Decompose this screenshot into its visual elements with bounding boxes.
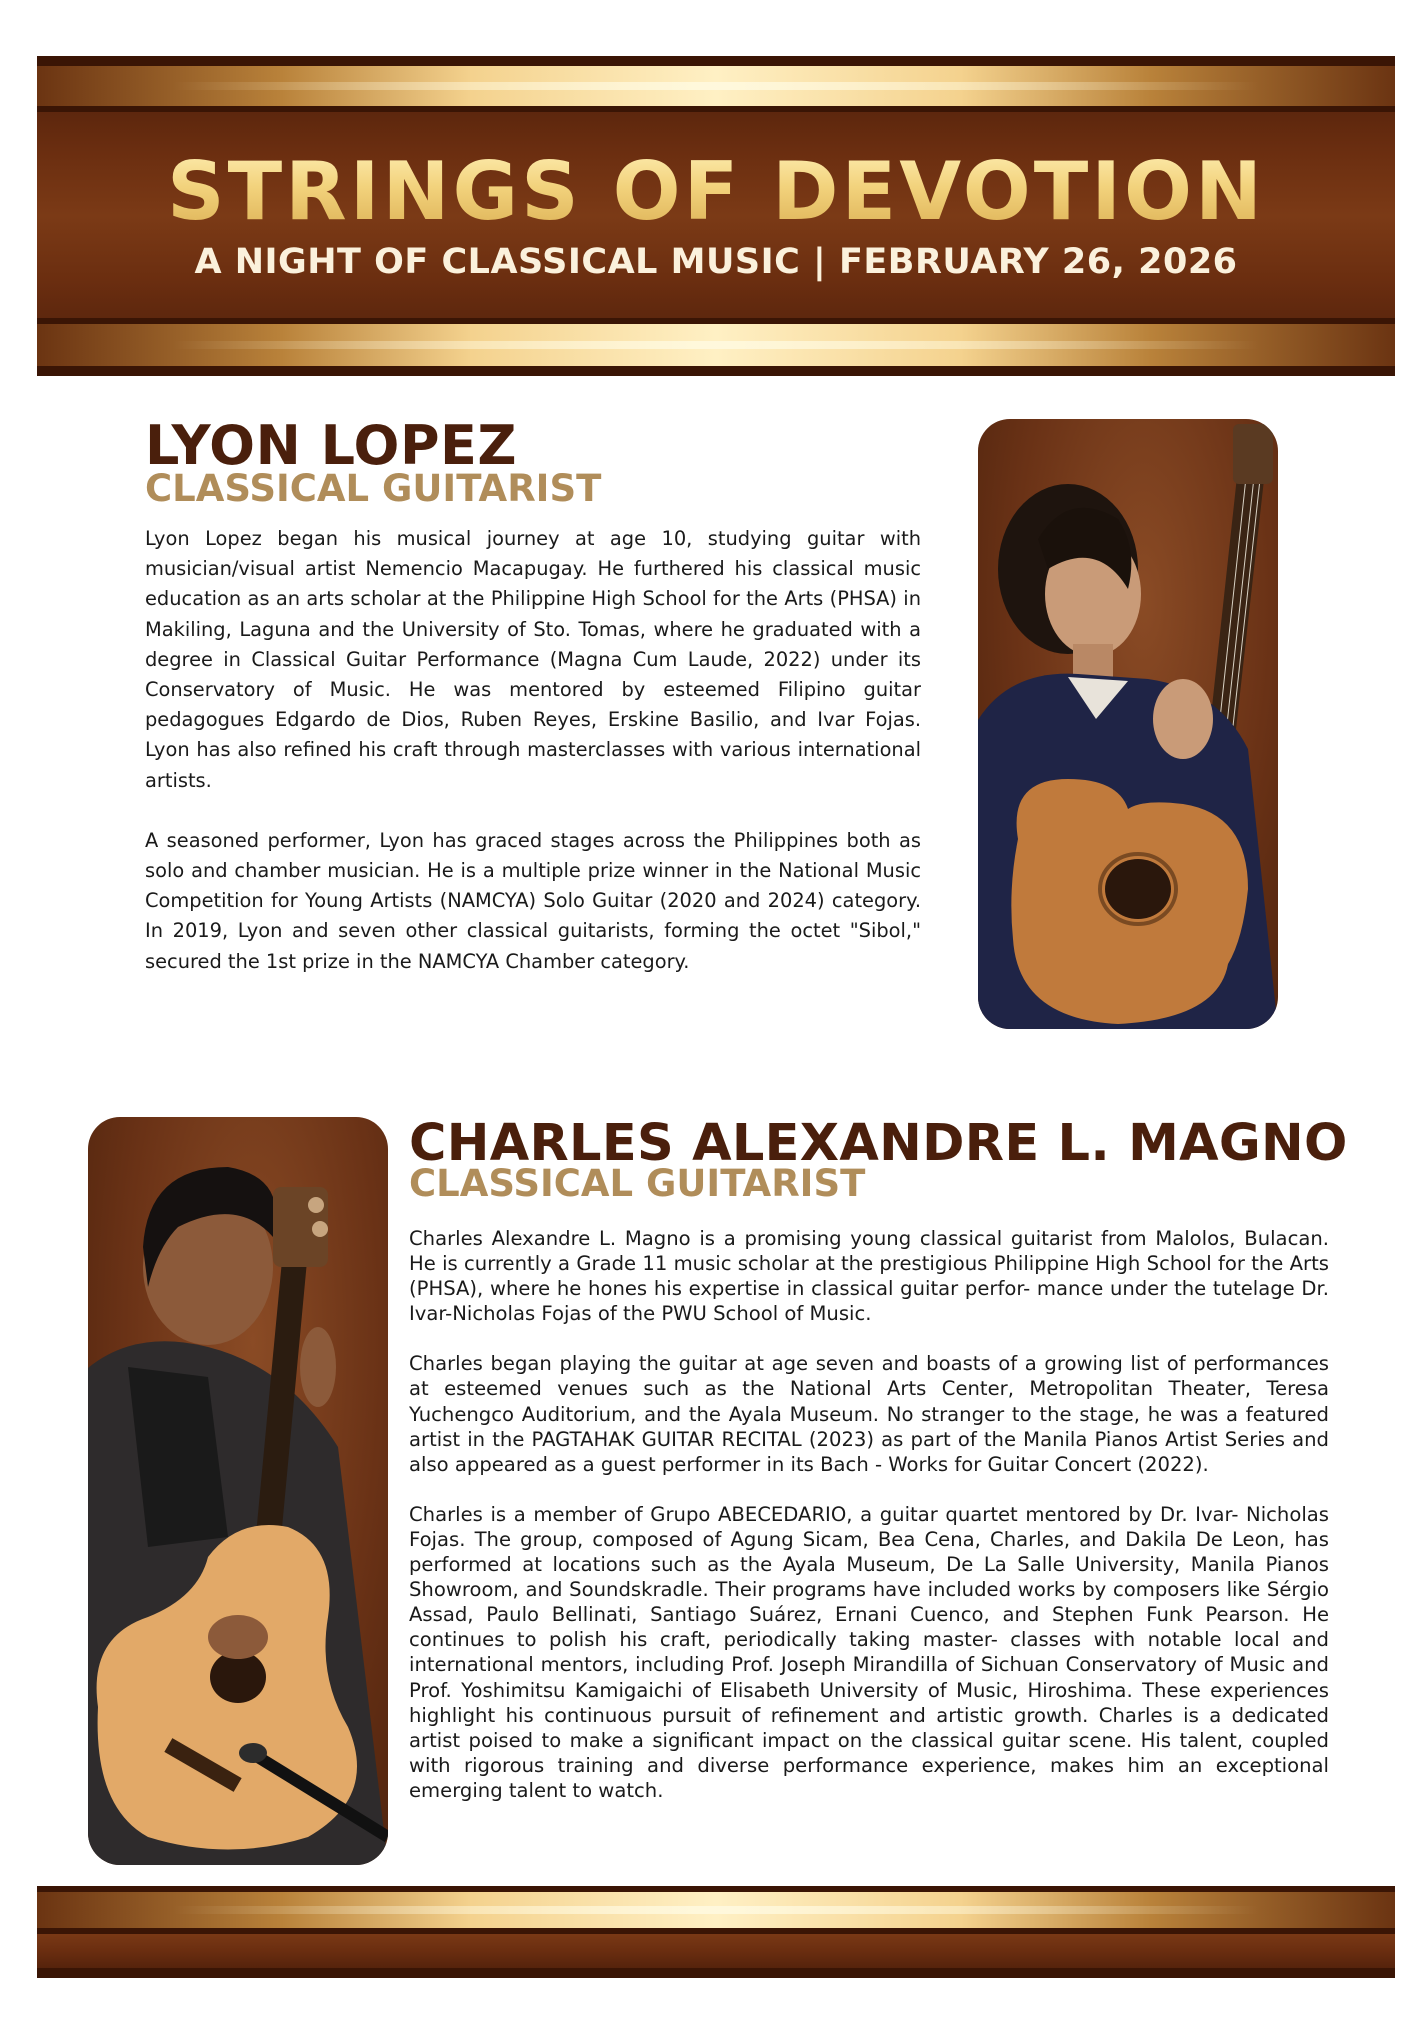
artist-bio <box>145 524 921 977</box>
bio-paragraph: Charles began playing the guitar at age seven and boasts of a growing list of performances at esteemed venues such as the National Arts Center, Metropolitan Theater, Teresa Yuchengco Auditorium, and the Ayala Museum. No stranger to the stage, he was a featured artist in the PAGTAHAK GUITAR RECITAL (2023) as part of the Manila Pianos Artist Series and also appeared as a guest performer in its Bach - Works for Guitar Concert (2022). <box>409 1352 1329 1476</box>
artist-photo <box>978 419 1278 1029</box>
guitarist-portrait-icon <box>88 1117 388 1865</box>
bio-paragraph: Charles is a member of Grupo ABECEDARIO, a guitar quartet mentored by Dr. Ivar- Nicholas Fojas. The group, composed of Agung Sicam, Bea Cena, Charles, and Dakila De Leon, has performed at locations such as the Ayala Museum, De La Salle University, Manila Pianos Showroom, and Soundskradle. Their programs have included works by composers like Sérgio Assad, Paulo Bellinati, Santiago Suárez, Ernani Cuenco, and Stephen Funk Pearson. He continues to polish his craft, periodically taking master- classes with notable local and international mentors, including Prof. Joseph Mirandilla of Sichuan Conservatory of Music and Prof. Yoshimitsu Kamigaichi of Elisabeth University of Music, Hiroshima. These experiences highlight his continuous pursuit of refinement and artistic growth. Charles is a dedicated artist poised to make a significant impact on the classical guitar scene. His talent, coupled with rigorous training and diverse performance experience, makes him an exceptional emerging talent to watch. <box>409 1502 1329 1802</box>
header-banner <box>37 56 1395 376</box>
artist-name: LYON LOPEZ <box>145 414 518 477</box>
bio-paragraph: Charles Alexandre L. Magno is a promising young classical guitarist from Malolos, Bulacan. He is currently a Grade 11 music scholar at the prestigious Philippine High School for the Arts (PHSA), where he hones his expertise in classical guitar perfor- mance under the tutelage Dr. Ivar-Nicholas Fojas of the PWU School of Music. <box>409 1227 1329 1326</box>
event-subtitle: A NIGHT OF CLASSICAL MUSIC | FEBRUARY 26, 2026 <box>194 242 1238 282</box>
bio-paragraph: Lyon Lopez began his musical journey at age 10, studying guitar with musician/visual artist Nemencio Macapugay. He furthered his classical music education as an arts scholar at the Philippine High School for the Arts (PHSA) in Makiling, Laguna and the University of Sto. Tomas, where he graduated with a degree in Classical Guitar Performance (Magna Cum Laude, 2022) under its Conservatory of Music. He was mentored by esteemed Filipino guitar pedagogues Edgardo de Dios, Ruben Reyes, Erskine Basilio, and Ivar Fojas. Lyon has also refined his craft through masterclasses with various international artists. <box>145 527 921 792</box>
footer-banner <box>37 1886 1395 1978</box>
guitarist-portrait-icon <box>978 419 1278 1029</box>
artist-bio <box>409 1226 1329 1803</box>
artist-name: CHARLES ALEXANDRE L. MAGNO <box>409 1114 1348 1173</box>
artist-role: CLASSICAL GUITARIST <box>145 467 602 510</box>
bio-paragraph: A seasoned performer, Lyon has graced stages across the Philippines both as solo and chamber musician. He is a multiple prize winner in the National Music Competition for Young Artists (NAMCYA) Solo Guitar (2020 and 2024) category. In 2019, Lyon and seven other classical guitarists, forming the octet "Sibol," secured the 1st prize in the NAMCYA Chamber category. <box>145 828 921 973</box>
artist-role: CLASSICAL GUITARIST <box>409 1162 866 1205</box>
event-title: STRINGS OF DEVOTION <box>37 142 1395 242</box>
artist-photo <box>88 1117 388 1865</box>
